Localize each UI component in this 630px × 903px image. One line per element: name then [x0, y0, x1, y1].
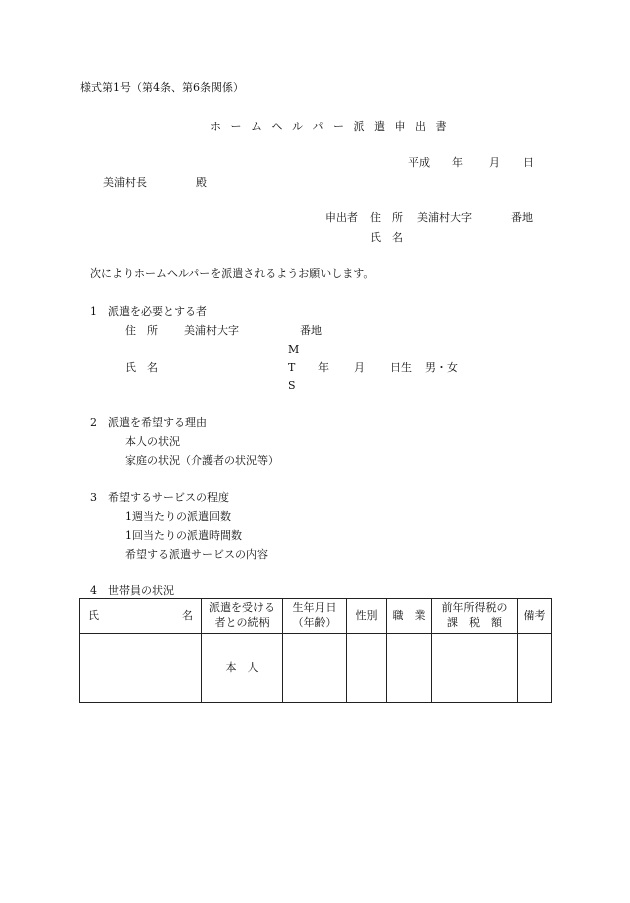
- col-header-birth-1: 生年月日: [292, 601, 337, 615]
- household-table: [79, 598, 552, 703]
- col-header-name-2: 名: [182, 608, 193, 622]
- col-header-relation: [202, 599, 283, 634]
- section4-heading: 4 世帯員の状況: [90, 584, 174, 597]
- col-header-tax-2: 課 税 額: [447, 616, 502, 629]
- applicant-address-value: 美浦村大字: [417, 211, 472, 224]
- section1-era-m: M: [288, 343, 300, 356]
- col-header-name: [80, 599, 202, 634]
- section1-birth: 日生: [390, 361, 412, 374]
- cell-note: [518, 634, 552, 703]
- section3-item3: 希望する派遣サービスの内容: [125, 548, 268, 561]
- table-header-row: [80, 599, 552, 634]
- col-header-relation-2: 者との続柄: [214, 616, 270, 629]
- section3-item2: 1回当たりの派遣時間数: [125, 529, 242, 542]
- cell-tax: [432, 634, 518, 703]
- applicant-name-label: 氏 名: [370, 231, 403, 244]
- col-header-name-1: 氏: [88, 608, 99, 622]
- col-header-sex: 性別: [347, 599, 387, 634]
- col-header-job: 職 業: [387, 599, 432, 634]
- section1-address-value: 美浦村大字: [184, 324, 239, 337]
- section2-heading: 2 派遣を希望する理由: [90, 416, 207, 429]
- cell-name: [80, 634, 202, 703]
- date-day: 日: [523, 156, 534, 169]
- col-header-birth: [283, 599, 347, 634]
- section3-heading: 3 希望するサービスの程度: [90, 491, 229, 504]
- col-header-relation-1: 派遣を受ける: [209, 601, 275, 615]
- section1-era-t: T: [288, 361, 296, 374]
- col-header-birth-2: （年齢）: [292, 616, 337, 629]
- cell-relation: 本 人: [202, 634, 283, 703]
- date-era: 平成: [408, 156, 430, 169]
- col-header-tax: [432, 599, 518, 634]
- applicant-address-label: 住 所: [370, 211, 403, 224]
- section1-era-s: S: [288, 379, 296, 392]
- table-row: [80, 634, 552, 703]
- cell-birth: [283, 634, 347, 703]
- section1-month: 月: [354, 361, 365, 374]
- date-year: 年: [452, 156, 463, 169]
- addressee-name: 美浦村長: [103, 176, 147, 189]
- section1-banchi: 番地: [300, 324, 322, 337]
- section1-sex: 男・女: [425, 361, 458, 374]
- section2-item1: 本人の状況: [125, 435, 180, 448]
- col-header-tax-1: 前年所得税の: [441, 601, 508, 615]
- cell-sex: [347, 634, 387, 703]
- section2-item2: 家庭の状況（介護者の状況等）: [125, 454, 279, 467]
- section1-name-label: 氏 名: [125, 361, 158, 374]
- section1-year: 年: [318, 361, 329, 374]
- col-header-note: 備考: [518, 599, 552, 634]
- page-title: ホ ー ム ヘ ル パ ー 派 遣 申 出 書: [210, 120, 450, 133]
- applicant-banchi: 番地: [511, 211, 533, 224]
- cell-job: [387, 634, 432, 703]
- date-month: 月: [489, 156, 500, 169]
- form-number: 様式第1号（第4条、第6条関係）: [80, 81, 244, 94]
- section1-heading: 1 派遣を必要とする者: [90, 305, 207, 318]
- section3-item1: 1週当たりの派遣回数: [125, 510, 231, 523]
- applicant-label: 申出者: [325, 211, 358, 224]
- section1-address-label: 住 所: [125, 324, 158, 337]
- addressee-honorific: 殿: [196, 176, 207, 189]
- request-text: 次によりホームヘルパーを派遣されるようお願いします。: [90, 267, 375, 280]
